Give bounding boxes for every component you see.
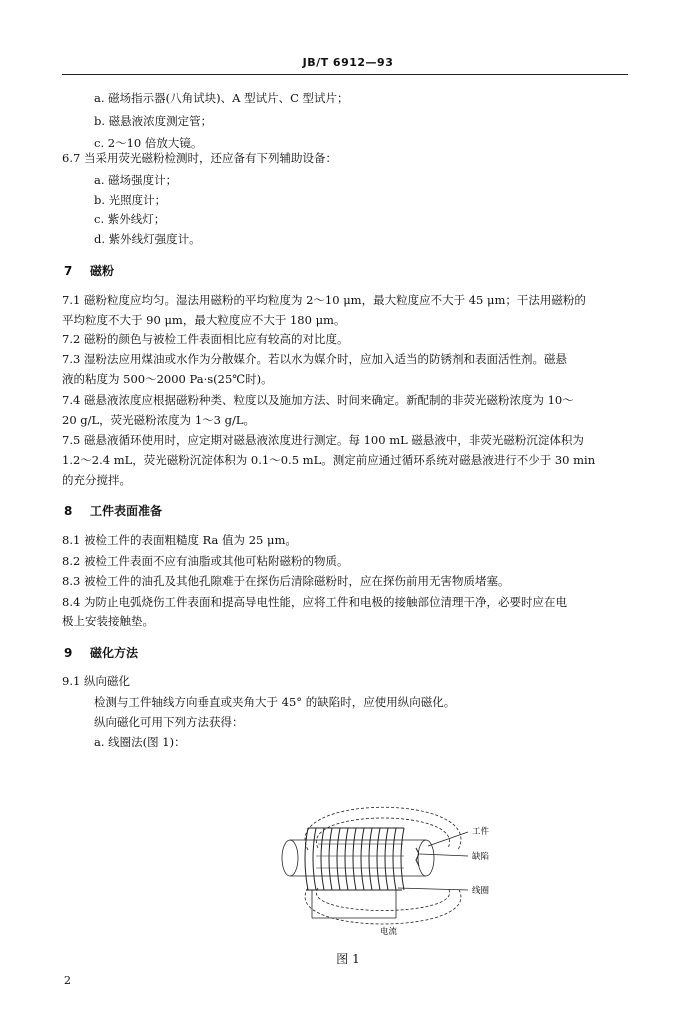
header-rule bbox=[62, 74, 628, 75]
clause-8-3: 8.3 被检工件的油孔及其他孔隙难于在探伤后清除磁粉时，应在探伤前用无害物质堵塞。 bbox=[62, 574, 510, 588]
figure-caption: 图 1 bbox=[336, 952, 360, 966]
section-heading-7: 7 磁粉 bbox=[64, 264, 115, 278]
section-heading-8: 8 工件表面准备 bbox=[64, 504, 163, 518]
clause-7-4: 7.4 磁悬液浓度应根据磁粉种类、粒度以及施加方法、时间来确定。新配制的非荧光磁粉浓度为 10～ bbox=[62, 393, 574, 407]
text-line: c. 紫外线灯； bbox=[94, 212, 166, 226]
page-number: 2 bbox=[64, 974, 71, 987]
text-line: 平均粒度不大于 90 μm，最大粒度应不大于 180 μm。 bbox=[62, 313, 346, 327]
field-line bbox=[305, 807, 461, 850]
text-line: 纵向磁化可用下列方法获得： bbox=[94, 715, 244, 729]
text-line: 20 g/L，荧光磁粉浓度为 1～3 g/L。 bbox=[62, 413, 255, 427]
clause-8-4: 8.4 为防止电弧烧伤工件表面和提高导电性能，应将工件和电极的接触部位清理干净，必要时应在电 bbox=[62, 595, 567, 609]
document-code: JB/T 6912—93 bbox=[302, 56, 394, 69]
text-line: b. 光照度计； bbox=[94, 193, 167, 207]
field-line bbox=[316, 818, 449, 848]
clause-7-3: 7.3 湿粉法应用煤油或水作为分散媒介。若以水为媒介时，应加入适当的防锈剂和表面活性剂。磁悬 bbox=[62, 352, 567, 366]
workpiece-end-left bbox=[282, 840, 298, 876]
text-line: 液的粘度为 500～2000 Pa·s(25℃时)。 bbox=[62, 372, 273, 386]
label-current: 电流 bbox=[380, 927, 398, 937]
clause-7-5: 7.5 磁悬液循环使用时，应定期对磁悬液浓度进行测定。每 100 mL 磁悬液中，非荧光磁粉沉淀体积为 bbox=[62, 433, 584, 447]
text-line: c. 2～10 倍放大镜。 bbox=[94, 136, 203, 150]
text-line: 的充分搅拌。 bbox=[62, 473, 131, 487]
text-line: a. 磁场指示器(八角试块)、A 型试片、C 型试片； bbox=[94, 91, 349, 105]
field-line bbox=[316, 888, 449, 911]
clause-7-2: 7.2 磁粉的颜色与被检工件表面相比应有较高的对比度。 bbox=[62, 332, 349, 346]
clause-8-1: 8.1 被检工件的表面粗糙度 Ra 值为 25 μm。 bbox=[62, 533, 297, 547]
clause-6-7: 6.7 当采用荧光磁粉检测时，还应备有下列辅助设备： bbox=[62, 151, 337, 165]
section-heading-9: 9 磁化方法 bbox=[64, 646, 139, 660]
text-line: a. 磁场强度计； bbox=[94, 173, 178, 187]
clause-8-2: 8.2 被检工件表面不应有油脂或其他可粘附磁粉的物质。 bbox=[62, 554, 349, 568]
coil-method-figure bbox=[268, 788, 518, 938]
text-line: b. 磁悬液浓度测定管； bbox=[94, 114, 213, 128]
text-line: 极上安装接触垫。 bbox=[62, 614, 154, 628]
label-defect: 缺陷 bbox=[472, 852, 490, 862]
text-line: 检测与工件轴线方向垂直或夹角大于 45° 的缺陷时，应使用纵向磁化。 bbox=[94, 695, 456, 709]
coil-windings bbox=[305, 828, 404, 890]
text-line: a. 线圈法(图 1)： bbox=[94, 735, 186, 749]
label-coil: 线圈 bbox=[472, 886, 490, 896]
field-line bbox=[305, 888, 461, 924]
clause-9-1: 9.1 纵向磁化 bbox=[62, 674, 130, 688]
label-workpiece: 工件 bbox=[472, 827, 490, 837]
workpiece-end-right bbox=[418, 840, 434, 876]
text-line: 1.2～2.4 mL，荧光磁粉沉淀体积为 0.1～0.5 mL。测定前应通过循环系统对磁悬液进行不少于 30 min bbox=[62, 453, 596, 467]
clause-7-1: 7.1 磁粉粒度应均匀。湿法用磁粉的平均粒度为 2～10 μm，最大粒度应不大于 45 μm；干法用磁粉的 bbox=[62, 293, 586, 307]
text-line: d. 紫外线灯强度计。 bbox=[94, 232, 201, 246]
